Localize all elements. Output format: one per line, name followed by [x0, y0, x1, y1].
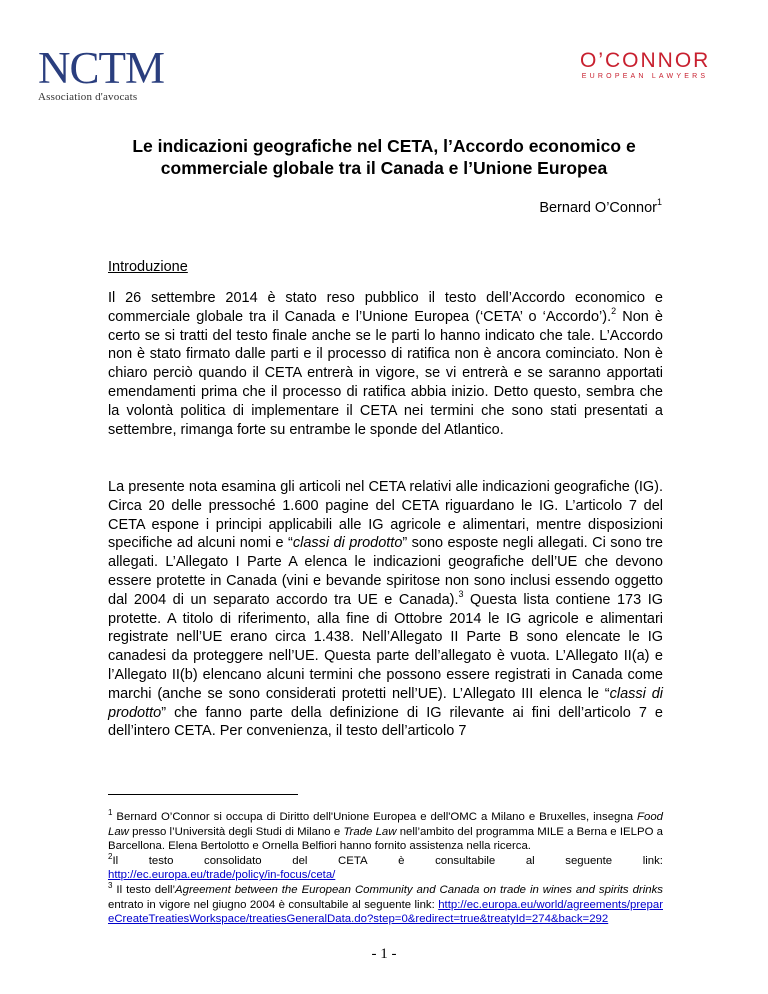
ceta-link[interactable]: http://ec.europa.eu/trade/policy/in-focus/ceta/	[108, 869, 336, 882]
paragraph-1	[108, 289, 663, 439]
footnote-3-emphasis: Agreement between the European Community and Canada on trade in wines and spirits drinks	[175, 883, 663, 896]
nctm-logo	[38, 43, 178, 103]
footnote-2-word-0: Il	[112, 854, 119, 867]
footnote-1-number: 1	[108, 808, 113, 818]
footnote-2-word-7: al	[525, 854, 535, 867]
oconnor-logo	[580, 50, 710, 80]
paragraph-2	[108, 478, 663, 741]
author-line	[539, 197, 662, 216]
paragraph-2-text-a: La presente nota esamina gli articoli nel CETA relativi alle indicazioni geografiche (IG). Circa 20 delle pressoché 1.600 pagine del CETA riguardano le IG. L’articolo 7 del CETA espone i principi applicabili alle IG agricole e alimentari, mentre disposizioni specifiche ad alcuni nomi e “	[108, 479, 663, 552]
nctm-logo-brand: NCTM	[38, 43, 165, 93]
footnote-1-text-b: presso l’Università degli Studi di Milano e	[128, 825, 344, 838]
footnote-2-number: 2	[108, 851, 113, 861]
document-title	[100, 135, 668, 179]
footnote-1-emphasis-2: Trade Law	[343, 825, 397, 838]
footnote-ref-3: 3	[458, 588, 464, 599]
footnote-2-word-8: seguente	[565, 854, 613, 867]
footnotes	[108, 810, 663, 927]
oconnor-logo-subtitle: EUROPEAN LAWYERS	[581, 73, 709, 80]
author-name: Bernard O’Connor	[539, 200, 657, 216]
footnote-2-word-5: è	[398, 854, 405, 867]
footnote-2-word-9: link:	[642, 854, 663, 867]
paragraph-2-text-c: Questa lista contiene 173 IG protette. A titolo di riferimento, alla fine di Ottobre 2014 le IG agricole e alimentari registrate nell’UE erano circa 1.438. Nell’Allegato II Parte B sono elencate le IG canadesi da proteggere nell’UE. Questa parte dell’allegato è vuota. L’Allegato II(a) e l’Allegato II(b) elencano alcuni termini che possono essere registrati in Canada come marchi (anche se sono considerati protetti nell’UE). L’Allegato III elenca le “	[108, 591, 663, 702]
footnote-3-text-b: entrato in vigore nel giugno 2004 è consultabile al seguente link:	[108, 898, 439, 911]
footnote-2-word-4: CETA	[338, 854, 368, 867]
footnote-2-text	[108, 851, 663, 869]
title-line-2: commerciale globale tra il Canada e l’Unione Europea	[160, 158, 608, 178]
footnote-3-number: 3	[108, 881, 113, 891]
footnote-separator	[108, 794, 298, 795]
footnote-2-word-3: del	[292, 854, 308, 867]
footnote-1	[108, 810, 663, 854]
paragraph-2-emphasis-2: classi di prodotto	[108, 685, 663, 721]
footnote-2	[108, 851, 663, 883]
paragraph-2-text-b: ” sono esposte negli allegati. Ci sono tre allegati. L’Allegato I Parte A elenca le indicazioni geografiche dell’UE che devono essere protette in Canada (vini e bevande spiritose non sono inclusi essendo oggetto dal 2004 di un separato accordo tra UE e Canada).	[108, 535, 663, 608]
paragraph-1-text-a: Il 26 settembre 2014 è stato reso pubblico il testo dell’Accordo economico e commerciale globale tra il Canada e l’Unione Europea (‘CETA’ o ‘Accordo’).	[108, 290, 663, 325]
section-heading: Introduzione	[108, 259, 188, 275]
footnote-2-word	[108, 851, 119, 869]
paragraph-2-emphasis-1: classi di prodotto	[292, 535, 403, 552]
footnote-1-text-c: nell’ambito del programma MILE a Berna e IELPO a Barcellona. Elena Bertolotto e Ornella Belfiori hanno fornito assistenza nella ricerca.	[108, 825, 663, 853]
footnote-1-text-a: Bernard O’Connor si occupa di Diritto dell'Unione Europea e dell'OMC a Milano e Bruxelles, insegna	[112, 811, 638, 823]
author-footnote-ref: 1	[656, 197, 662, 208]
page-number: - 1 -	[371, 946, 397, 962]
paragraph-1-text-b: Non è certo se si tratti del testo finale anche se le parti lo hanno indicato che tale. L’Accordo non è stato firmato dalle parti e il processo di ratifica non è ancora cominciato. Non è chiaro perciò quando il CETA entrerà in vigore, se vi entrerà e se saranno apportati emendamenti prima che il processo di ratifica abbia inizio. Detto questo, sembra che la volontà politica di implementare il CETA nei termini che sono stati presentati a settembre, rimanga forte su entrambe le sponde del Atlantico.	[108, 308, 663, 438]
footnote-3-text-a: Il testo dell’	[112, 883, 176, 896]
footnote-2-word-6: consultabile	[435, 854, 496, 867]
nctm-logo-subtitle: Association d'avocats	[38, 91, 138, 103]
footnote-3	[108, 883, 663, 927]
footnote-2-word-2: consolidato	[204, 854, 262, 867]
wine-agreement-link[interactable]: http://ec.europa.eu/world/agreements/prepareCreateTreatiesWorkspace/treatiesGeneralData.do?step=0&redirect=true&treatyId=274&back=292	[108, 898, 663, 926]
oconnor-logo-brand: O’CONNOR	[580, 49, 711, 72]
title-line-1: Le indicazioni geografiche nel CETA, l’Accordo economico e	[132, 136, 636, 156]
footnote-ref-2: 2	[611, 305, 617, 316]
footnote-1-emphasis-1: Food Law	[108, 811, 663, 838]
footnote-2-word-1: testo	[148, 854, 174, 867]
paragraph-2-text-d: ” che fanno parte della definizione di IG rilevante ai fini dell’articolo 7 e dell’intero CETA. Per convenienza, il testo dell’articolo 7	[108, 704, 663, 740]
